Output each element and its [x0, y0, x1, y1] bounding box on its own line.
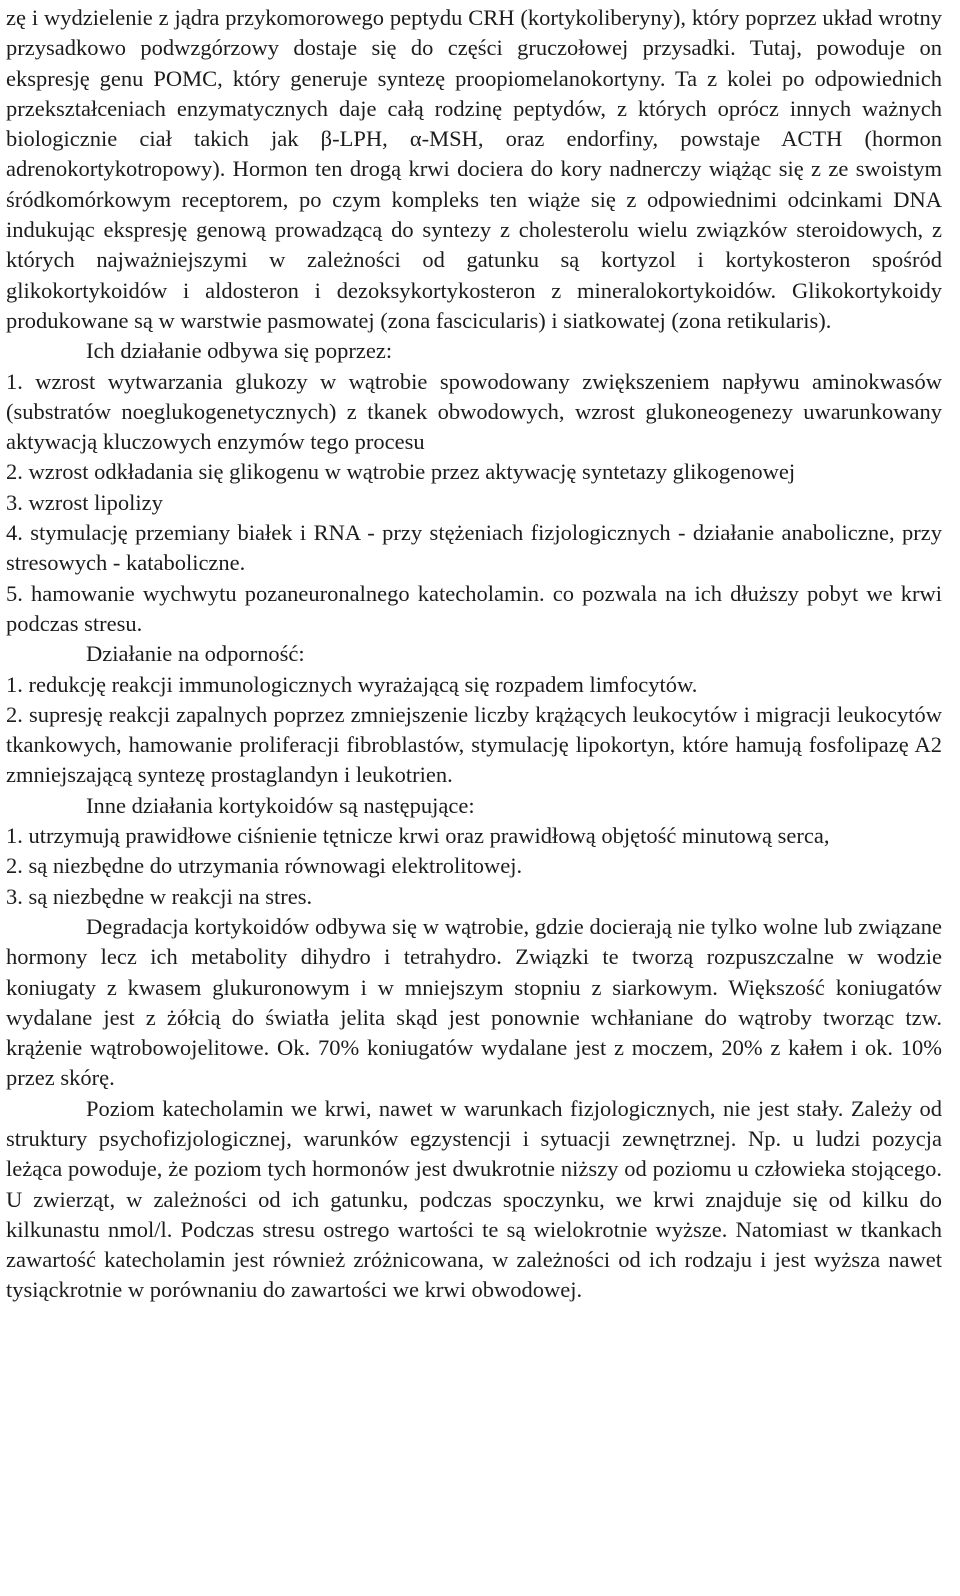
other-effects-item-1: 1. utrzymują prawidłowe ciśnienie tętnicze krwi oraz prawidłową objętość minutową serca,: [6, 823, 830, 849]
actions-item-3: 3. wzrost lipolizy: [6, 489, 163, 515]
immunity-item-1: 1. redukcję reakcji immunologicznych wyrażającą się rozpadem limfocytów.: [6, 671, 698, 697]
actions-item-4: 4. stymulację przemiany białek i RNA - przy stężeniach fizjologicznych - działanie anaboliczne, przy stresowych - kataboliczne.: [6, 520, 942, 576]
actions-item-5: 5. hamowanie wychwytu pozaneuronalnego katecholamin. co pozwala na ich dłuższy pobyt we krwi podczas stresu.: [6, 580, 942, 636]
intro-paragraph: zę i wydzielenie z jądra przykomorowego peptydu CRH (kortykoliberyny), który poprzez układ wrotny przysadkowo podwzgórzowy dostaje się do części gruczołowej przysadki. Tutaj, powoduje on ekspresję genu POMC, który generuje syntezę proopiomelanokortyny. Ta z kolei po odpowiednich przekształceniach enzymatycznych daje całą rodzinę peptydów, z których oprócz innych ważnych biologicznie ciał takich jak β-LPH, α-MSH, oraz endorfiny, powstaje ACTH (hormon adrenokortykotropowy). Hormon ten drogą krwi dociera do kory nadnerczy wiążąc się z ze swoistym śródkomórkowym receptorem, po czym kompleks ten wiąże się z odpowiednimi odcinkami DNA indukując ekspresję genową prowadzącą do syntezy z cholesterolu wielu związków steroidowych, z których najważniejszymi w zależności od gatunku są kortyzol i kortykosteron spośród glikokortykoidów i aldosteron i dezoksykortykosteron z mineralokortykoidów. Glikokortykoidy produkowane są w warstwie pasmowatej (zona fascicularis) i siatkowatej (zona retikularis).: [6, 5, 942, 333]
immunity-heading: Działanie na odporność:: [86, 641, 305, 667]
degradation-paragraph: Degradacja kortykoidów odbywa się w wątrobie, gdzie docierają nie tylko wolne lub związane hormony lecz ich metabolity dihydro i tetrahydro. Związki te tworzą rozpuszczalne w wodzie koniugaty z kwasem glukuronowym i w mniejszym stopniu z siarkowym. Większość koniugatów wydalane jest z żółcią do światła jelita skąd jest ponownie wchłaniane do wątroby tworząc tzw. krążenie wątrobowojelitowe. Ok. 70% koniugatów wydalane jest z moczem, 20% z kałem i ok. 10% przez skórę.: [6, 913, 942, 1091]
immunity-item-2: 2. supresję reakcji zapalnych poprzez zmniejszenie liczby krążących leukocytów i migracji leukocytów tkankowych, hamowanie proliferacji fibroblastów, stymulację lipokortyn, które hamują fosfolipazę A2 zmniejszającą syntezę prostaglandyn i leukotrien.: [6, 701, 942, 788]
other-effects-heading: Inne działania kortykoidów są następujące:: [86, 792, 475, 818]
actions-item-2: 2. wzrost odkładania się glikogenu w wątrobie przez aktywację syntetazy glikogenowej: [6, 459, 796, 485]
other-effects-item-3: 3. są niezbędne w reakcji na stres.: [6, 883, 313, 909]
other-effects-item-2: 2. są niezbędne do utrzymania równowagi elektrolitowej.: [6, 853, 523, 879]
catecholamines-paragraph: Poziom katecholamin we krwi, nawet w warunkach fizjologicznych, nie jest stały. Zależy od struktury psychofizjologicznej, warunków egzystencji i sytuacji zewnętrznej. Np. u ludzi pozycja leżąca powoduje, że poziom tych hormonów jest dwukrotnie niższy od poziomu u człowieka stojącego. U zwierząt, w zależności od ich gatunku, podczas spoczynku, we krwi znajduje się od kilku do kilkunastu nmol/l. Podczas stresu ostrego wartości te są wielokrotnie wyższe. Natomiast w tkankach zawartość katecholamin jest również zróżnicowana, w zależności od ich rodzaju i jest wyższa nawet tysiąckrotnie w porównaniu do zawartości we krwi obwodowej.: [6, 1095, 942, 1303]
actions-heading: Ich działanie odbywa się poprzez:: [86, 338, 393, 364]
actions-item-1: 1. wzrost wytwarzania glukozy w wątrobie spowodowany zwiększeniem napływu aminokwasów (substratów noeglukogenetycznych) z tkanek obwodowych, wzrost glukoneogenezy uwarunkowany aktywacją kluczowych enzymów tego procesu: [6, 368, 942, 455]
